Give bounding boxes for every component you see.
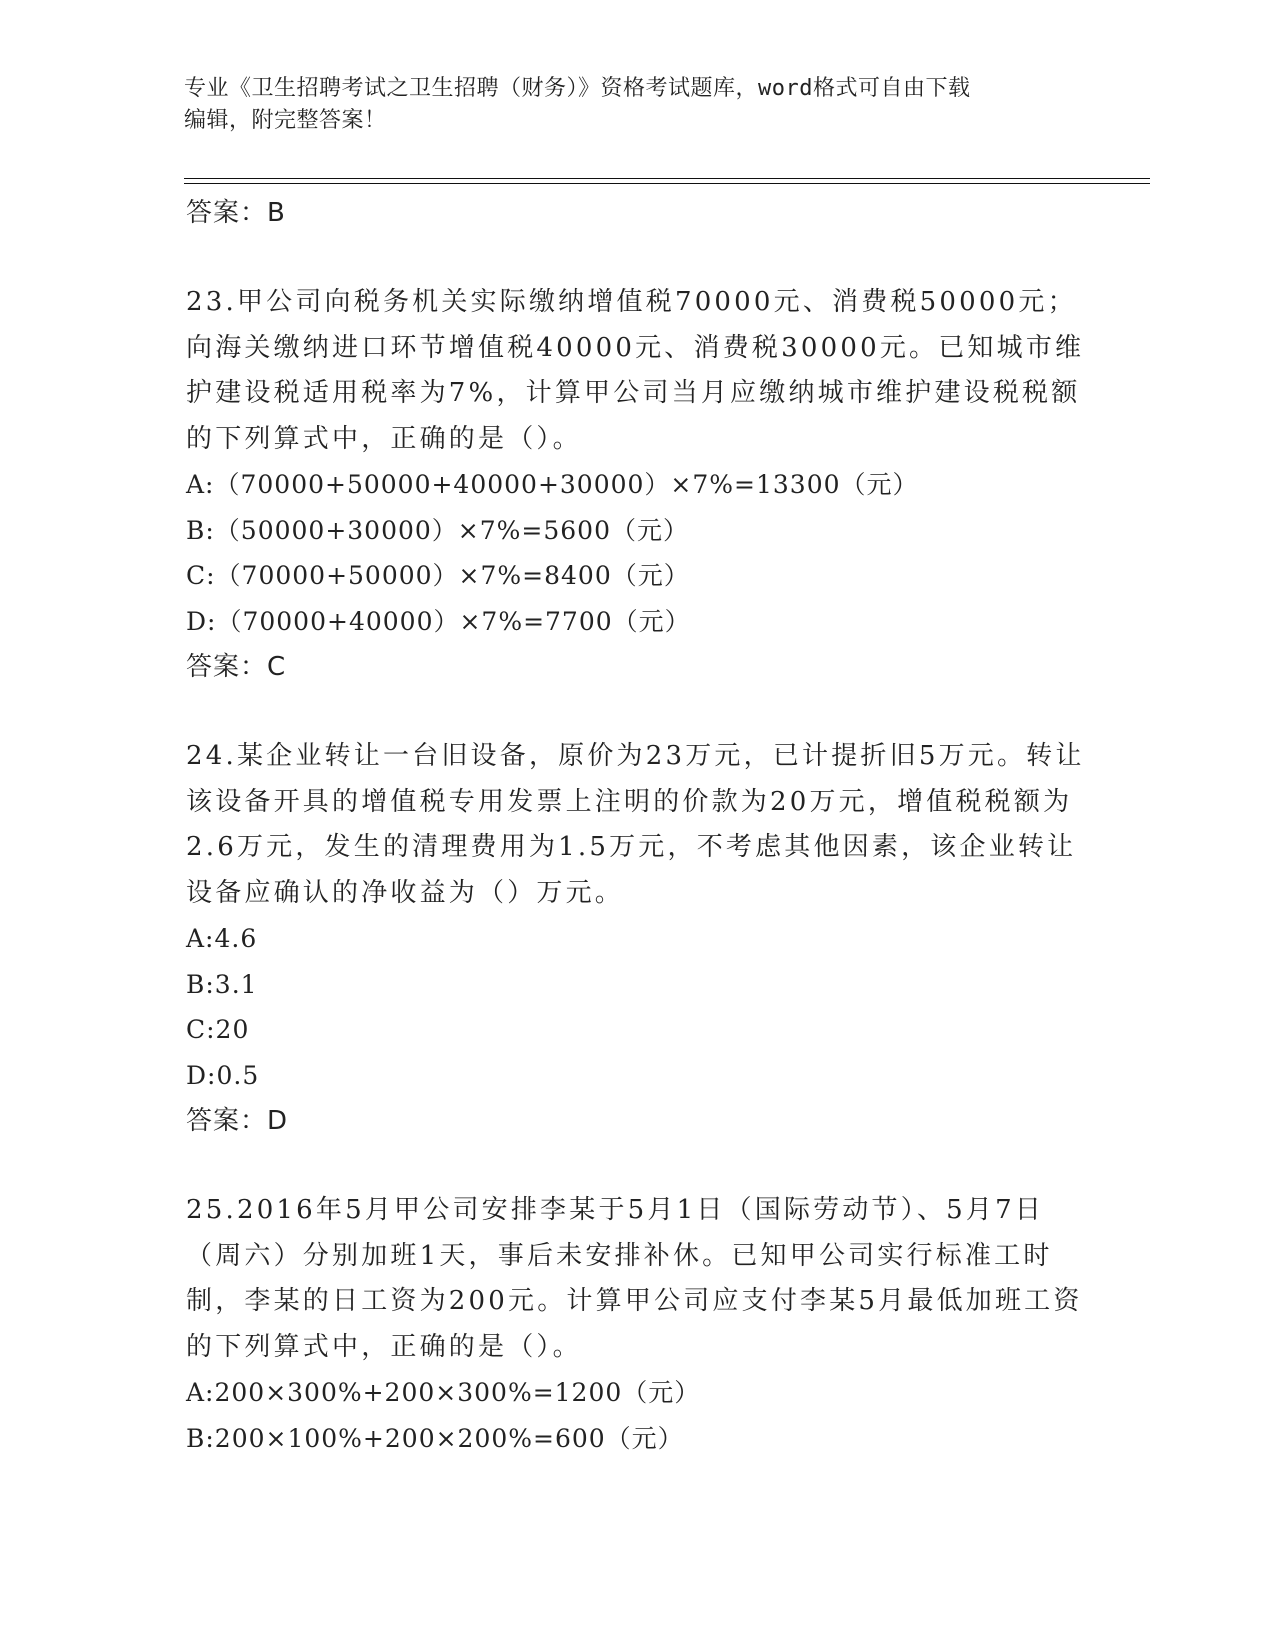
question-list (186, 190, 1086, 1461)
question-25 (186, 1188, 1086, 1461)
option-b: B:200×100%+200×200%=600（元） (186, 1423, 684, 1453)
option-a: A:200×300%+200×300%=1200（元） (186, 1378, 701, 1407)
option-a: A:4.6 (186, 924, 258, 953)
option-d: D:（70000+40000）×7%=7700（元） (186, 606, 691, 636)
option-c: C:（70000+50000）×7%=8400（元） (186, 561, 690, 590)
question-text: 25.2016年5月甲公司安排李某于5月1日（国际劳动节）、5月7日（周六）分别加班1天，事后未安排补休。已知甲公司实行标准工时制，李某的日工资为200元。计算甲公司应支付李某5月最低加班工资的下列算式中，正确的是（）。 (186, 1195, 1083, 1362)
question-text: 24.某企业转让一台旧设备，原价为23万元，已计提折旧5万元。转让该设备开具的增值税专用发票上注明的价款为20万元，增值税税额为2.6万元，发生的清理费用为1.5万元，不考虑其他因素，该企业转让设备应确认的净收益为（）万元。 (186, 741, 1085, 908)
option-b: B:（50000+30000）×7%=5600（元） (186, 515, 689, 545)
option-d: D:0.5 (186, 1060, 260, 1090)
question-23 (186, 280, 1086, 690)
answer-prev: 答案：B (186, 198, 286, 228)
page-header (184, 73, 1064, 137)
header-rule-top (184, 178, 1150, 179)
question-24 (186, 734, 1086, 1144)
option-a: A:（70000+50000+40000+30000）×7%=13300（元） (186, 470, 919, 499)
question-text: 23.甲公司向税务机关实际缴纳增值税70000元、消费税50000元；向海关缴纳进口环节增值税40000元、消费税30000元。已知城市维护建设税适用税率为7%，计算甲公司当月应缴纳城市维护建设税税额的下列算式中，正确的是（）。 (186, 287, 1085, 454)
answer: 答案：C (186, 652, 287, 682)
header-line-1: 专业《卫生招聘考试之卫生招聘（财务）》资格考试题库，word格式可自由下载 (184, 76, 971, 101)
option-c: C:20 (186, 1015, 250, 1044)
header-rule-bottom (184, 183, 1150, 184)
option-b: B:3.1 (186, 969, 258, 999)
answer: 答案：D (186, 1106, 289, 1136)
header-line-2: 编辑，附完整答案！ (184, 108, 387, 133)
